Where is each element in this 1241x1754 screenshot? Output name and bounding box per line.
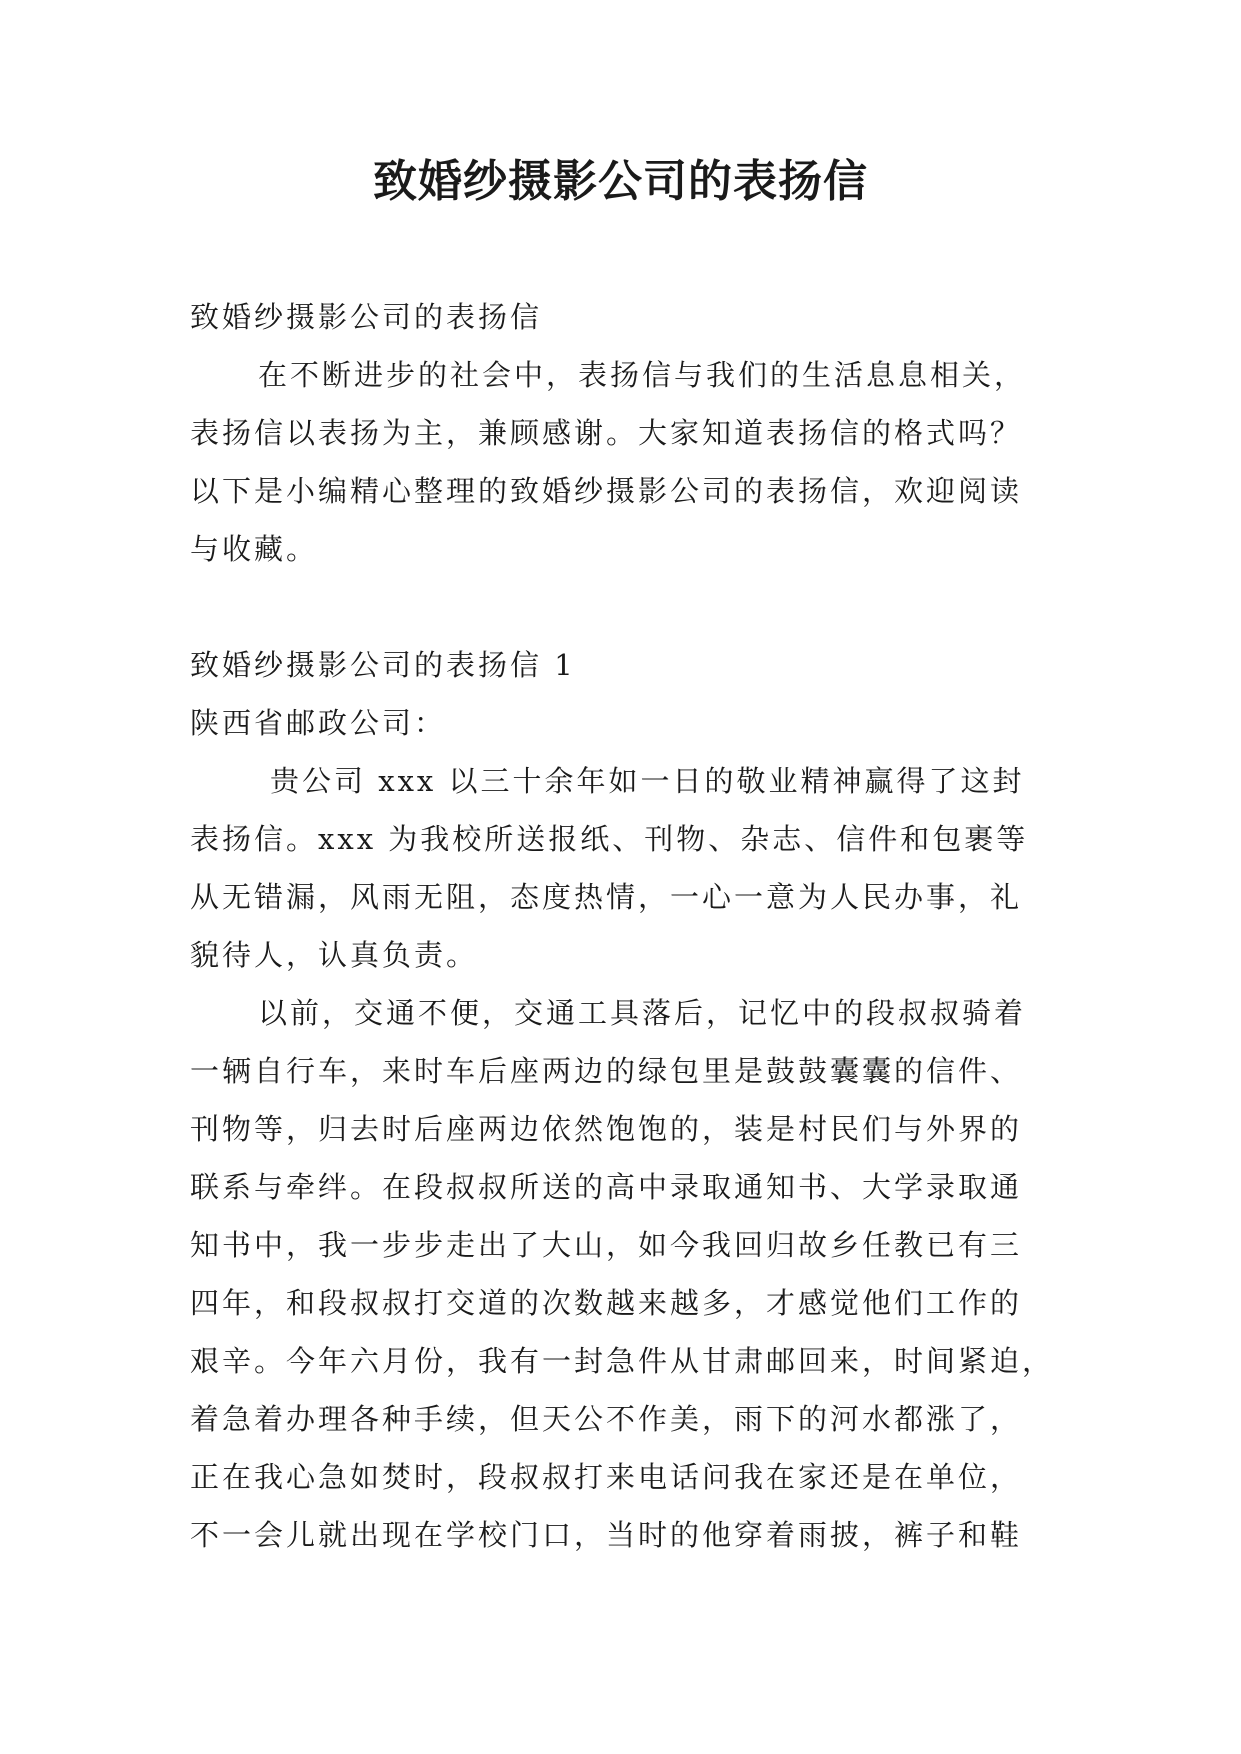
intro-line: 表扬信以表扬为主，兼顾感谢。大家知道表扬信的格式吗？: [190, 416, 1023, 450]
intro-line: 在不断进步的社会中，表扬信与我们的生活息息相关，: [258, 358, 1027, 392]
paragraph2-line: 一辆自行车，来时车后座两边的绿包里是鼓鼓囊囊的信件、: [190, 1054, 1023, 1088]
document-body: [190, 288, 1060, 1564]
paragraph1-line: 从无错漏，风雨无阻，态度热情，一心一意为人民办事，礼: [190, 880, 1023, 914]
paragraph2-line: 知书中，我一步步走出了大山，如今我回归故乡任教已有三: [190, 1228, 1023, 1262]
paragraph1-line: 貌待人，认真负责。: [190, 938, 479, 972]
paragraph2-line: 刊物等，归去时后座两边依然饱饱的，装是村民们与外界的: [190, 1112, 1023, 1146]
paragraph2-line: 着急着办理各种手续，但天公不作美，雨下的河水都涨了，: [190, 1402, 1023, 1436]
paragraph2-line: 艰辛。今年六月份，我有一封急件从甘肃邮回来，时间紧迫，: [190, 1344, 1055, 1378]
section-heading: 致婚纱摄影公司的表扬信 1: [190, 648, 576, 682]
paragraph1-line: 表扬信。xxx 为我校所送报纸、刊物、杂志、信件和包裹等: [190, 822, 1029, 856]
paragraph-gap: [190, 578, 1060, 636]
paragraph2-line: 以前，交通不便，交通工具落后，记忆中的段叔叔骑着: [258, 996, 1027, 1030]
paragraph2-line: 不一会儿就出现在学校门口，当时的他穿着雨披，裤子和鞋: [190, 1518, 1023, 1552]
paragraph2-line: 联系与牵绊。在段叔叔所送的高中录取通知书、大学录取通: [190, 1170, 1023, 1204]
document-title: 致婚纱摄影公司的表扬信: [373, 156, 868, 207]
paragraph2-line: 四年，和段叔叔打交道的次数越来越多，才感觉他们工作的: [190, 1286, 1023, 1320]
intro-line: 与收藏。: [190, 532, 319, 566]
salutation: 陕西省邮政公司：: [190, 706, 447, 740]
paragraph2-line: 正在我心急如焚时，段叔叔打来电话问我在家还是在单位，: [190, 1460, 1023, 1494]
intro-line: 以下是小编精心整理的致婚纱摄影公司的表扬信，欢迎阅读: [190, 474, 1023, 508]
paragraph1-line: 贵公司 xxx 以三十余年如一日的敬业精神赢得了这封: [270, 764, 1025, 798]
subtitle: 致婚纱摄影公司的表扬信: [190, 300, 543, 334]
